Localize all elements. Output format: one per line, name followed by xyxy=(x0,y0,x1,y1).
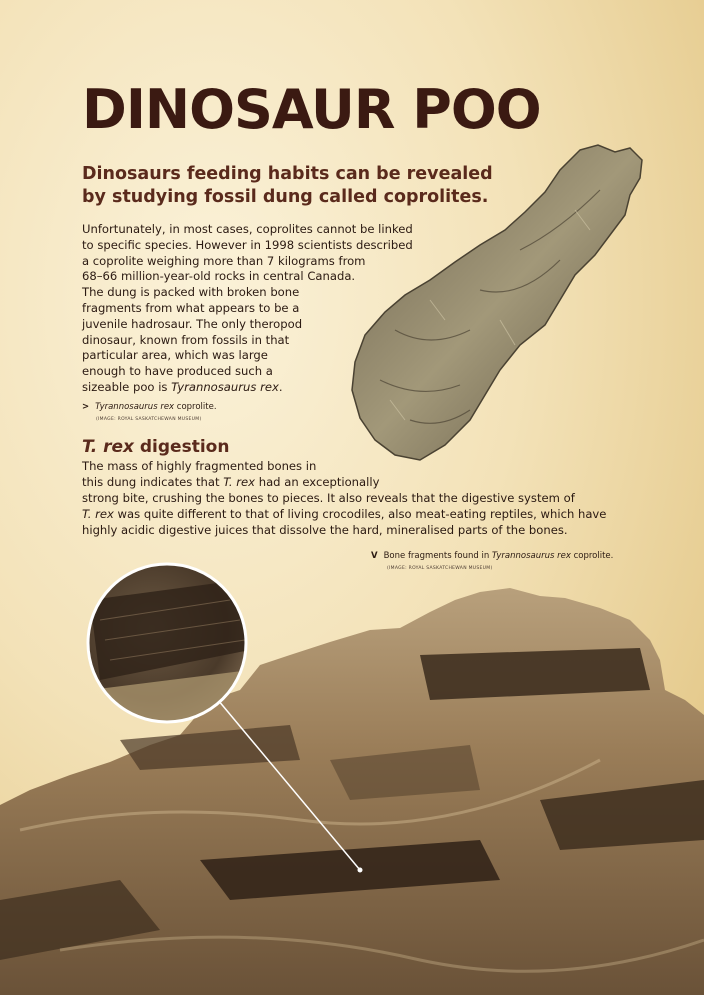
section-heading-text: digestion xyxy=(133,437,230,457)
text-run: a coprolite weighing more than 7 kilograms from xyxy=(82,253,366,268)
text-run: enough to have produced such a xyxy=(82,364,273,379)
text-run: to specific species. However in 1998 scientists described xyxy=(82,237,413,252)
text-run: sizeable poo is xyxy=(82,379,172,394)
bone-fragments-caption xyxy=(371,551,613,574)
text-run: dinosaur, known from fossils in that xyxy=(82,332,290,347)
caption-credit: (IMAGE: ROYAL SASKATCHEWAN MUSEUM) xyxy=(387,566,493,571)
section-heading-species: T. rex xyxy=(82,437,134,457)
text-run: had an exceptionally xyxy=(255,475,380,489)
caption-arrow-icon: > xyxy=(82,402,90,412)
text-run: highly acidic digestive juices that dissolve the hard, mineralised parts of the bones. xyxy=(82,523,568,537)
caption-credit: (IMAGE: ROYAL SASKATCHEWAN MUSEUM) xyxy=(96,417,202,422)
text-run: particular area, which was large xyxy=(82,348,268,363)
text-line xyxy=(82,348,413,364)
text-run: The mass of highly fragmented bones in xyxy=(82,459,317,473)
text-line xyxy=(82,317,413,333)
text-line xyxy=(82,222,413,238)
text-run: fragments from what appears to be a xyxy=(82,300,300,315)
text-line xyxy=(82,269,413,285)
text-line xyxy=(82,380,413,396)
text-line xyxy=(82,301,413,317)
text-line xyxy=(82,506,606,522)
text-run: Unfortunately, in most cases, coprolites cannot be linked xyxy=(82,222,413,236)
digestion-paragraph xyxy=(82,458,606,538)
caption-species: Tyrannosaurus rex xyxy=(95,402,175,412)
text-line xyxy=(82,238,413,254)
species-name: T. rex xyxy=(223,475,256,489)
text-line xyxy=(82,458,606,474)
intro-paragraph xyxy=(82,222,413,396)
text-line xyxy=(82,285,413,301)
text-run: this dung indicates that xyxy=(82,475,224,489)
caption-chevron-icon: V xyxy=(371,551,378,561)
text-run: was quite different to that of living crocodiles, also meat-eating reptiles, which have xyxy=(113,507,607,521)
text-line xyxy=(82,474,606,490)
lead-paragraph: Dinosaurs feeding habits can be revealed by studying fossil dung called coprolites. xyxy=(82,164,493,207)
text-run: . xyxy=(278,379,283,394)
caption-text: coprolite. xyxy=(174,402,217,412)
text-run: juvenile hadrosaur. The only theropod xyxy=(82,316,303,331)
caption-text: coprolite. xyxy=(570,551,614,561)
caption-text-pre: Bone fragments found in xyxy=(383,551,492,561)
section-heading xyxy=(82,437,229,457)
caption-species: Tyrannosaurus rex xyxy=(491,551,571,561)
species-name: T. rex xyxy=(82,507,114,521)
text-line xyxy=(82,254,413,270)
text-line xyxy=(82,490,606,506)
text-line xyxy=(82,333,413,349)
species-name: Tyrannosaurus rex xyxy=(171,379,279,394)
text-run: strong bite, crushing the bones to pieces. It also reveals that the digestive system of xyxy=(82,491,575,505)
coprolite-caption xyxy=(82,402,217,425)
text-line xyxy=(82,364,413,380)
text-run: 68–66 million-year-old rocks in central Canada. xyxy=(82,269,356,284)
text-line xyxy=(82,522,606,538)
text-run: The dung is packed with broken bone xyxy=(82,285,300,300)
page-title: DINOSAUR POO xyxy=(82,78,541,141)
